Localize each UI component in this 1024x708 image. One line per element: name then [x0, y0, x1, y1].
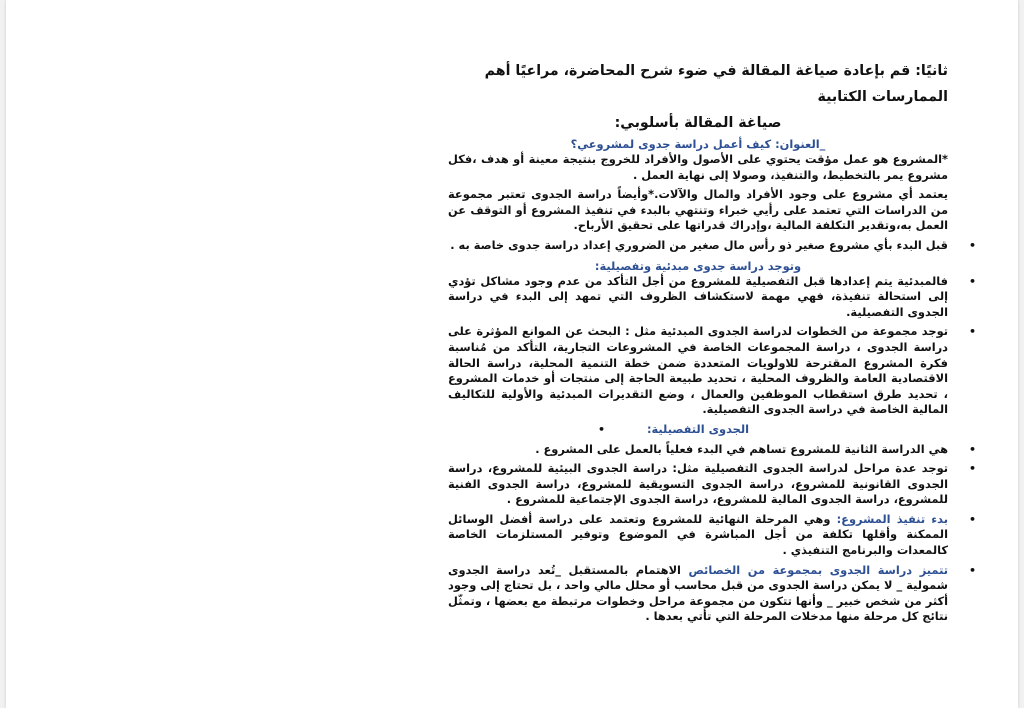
- assignment-subtitle: صياغة المقالة بأسلوبي:: [614, 115, 782, 131]
- list-item-text: فالمبدئية يتم إعدادها قبل التفصيلية للمشروع من أجل التأكد من عدم وجود مشاكل تؤدي إلى استحالة تنفيذة، فهي مهمة لاستكشاف الظروف التي تمهد إلى البدء في دراسة الجدوى التفصيلية.: [448, 273, 948, 319]
- article-heading: _العنوان: كيف أعمل دراسة جدوى لمشروعي؟: [570, 137, 826, 151]
- types-heading: وتوجد دراسة جدوى مبدئية وتفصيلية:: [594, 258, 802, 273]
- bullet-icon: •: [968, 325, 976, 339]
- list-item-text: الاهتمام بالمستقبل _تُعد دراسة الجدوى شمولية _ لا يمكن دراسة الجدوى من قبل محاسب أو محلل مالي واحد ، بل تحتاج إلى وجود أكثر من شخص خبير _ وأنها تتكون من مجموعة مراحل وخطوات مرتبطة مع بعضها ، وتمثّل نتائج كل مرحلة منها مدخلات المرحلة التي تأتي بعدها .: [448, 562, 948, 624]
- list-item-text: توجد مجموعة من الخطوات لدراسة الجدوى المبدئية مثل : البحث عن الموانع المؤثرة على دراسة الجدوى ، دراسة المجموعات الخاصة في المشروعات التجارية، التأكد من مُناسبة فكرة المشروع المقترحة للاولويات المتعددة ضمن خطة التنمية المحلية، دراسة الحالة الاقتصادية العامة والظروف المحلية ، تحديد طبيعة الحاجة إلى منتجات أو خدمات المشروع ، تحديد طرق استقطاب الموظفين والعمال ، وضع التقديرات المبدئية والأولية للتكاليف المالية الخاصة في دراسة الجدوى التفصيلية.: [448, 324, 948, 417]
- list-item: [448, 324, 976, 418]
- bullet-icon: •: [968, 462, 976, 476]
- list-item-text: قبل البدء بأي مشروع صغير ذو رأس مال صغير من الضروري إعداد دراسة جدوى خاصة به .: [450, 237, 948, 252]
- list-item: [448, 441, 976, 458]
- list-item-label: تتميز دراسة الجدوى بمجموعة من الخصائص: [688, 562, 948, 577]
- detailed-heading: الجدوى التفصيلية:: [646, 421, 750, 436]
- list-item-text: هي الدراسة الثانية للمشروع تساهم في البدء فعلياً بالعمل على المشروع .: [535, 441, 948, 456]
- paragraph-feasibility: يعتمد أي مشروع على وجود الأفراد والمال والآلات.*وأيضاً دراسة الجدوى تعتبر مجموعة من الدراسات التي تعتمد على رأيي خبراء وتنتهي بالبدء في تنفيذ المشروع أو التوقف عن العمل به،وتقدير التكلفة المالية ،وإدراك قدراتها على تحقيق الأرباح.: [448, 187, 948, 233]
- bullet-icon: •: [968, 563, 976, 577]
- document-page: [6, 0, 1018, 708]
- bullet-icon: •: [968, 442, 976, 456]
- list-item: [448, 237, 976, 254]
- list-item: [448, 461, 976, 508]
- bullet-icon: •: [968, 274, 976, 288]
- list-item-label: بدء تنفيذ المشروع:: [836, 511, 948, 526]
- list-item: [448, 562, 976, 625]
- bullet-icon: •: [598, 422, 606, 436]
- list-item: [448, 511, 976, 559]
- bullet-icon: •: [968, 512, 976, 526]
- list-item-text: وهي المرحلة النهائية للمشروع وتعتمد على دراسة أفضل الوسائل الممكنة وأقلها تكلفة من أجل المباشرة في الموضوع وتوفير المستلزمات الخاصة كالمعدات والبرنامج التنفيذي .: [448, 511, 948, 558]
- list-item-text: توجد عدة مراحل لدراسة الجدوى التفصيلية مثل: دراسة الجدوى البيئية للمشروع، دراسة الجدوى القانونية للمشروع، دراسة الجدوى التسويقية للمشروع، دراسة الجدوى الفنية للمشروع، دراسة الجدوى المالية للمشروع، دراسة الجدوى الإجتماعية للمشروع .: [448, 461, 948, 507]
- list-item: [448, 422, 948, 438]
- bullet-icon: •: [968, 238, 976, 252]
- paragraph-definition: *المشروع هو عمل مؤقت يحتوي على الأصول والأفراد للخروج بنتيجة معينة أو هدف ،فكل مشروع يمر بالتخطيط، والتنفيذ، وصولا إلى نهاية العمل .: [448, 152, 948, 182]
- list-item: [448, 273, 976, 321]
- document-content: [448, 58, 976, 629]
- assignment-title: ثانيًا: قم بإعادة صياغة المقالة في ضوء شرح المحاضرة، مراعيًا أهم الممارسات الكتابية: [484, 63, 948, 105]
